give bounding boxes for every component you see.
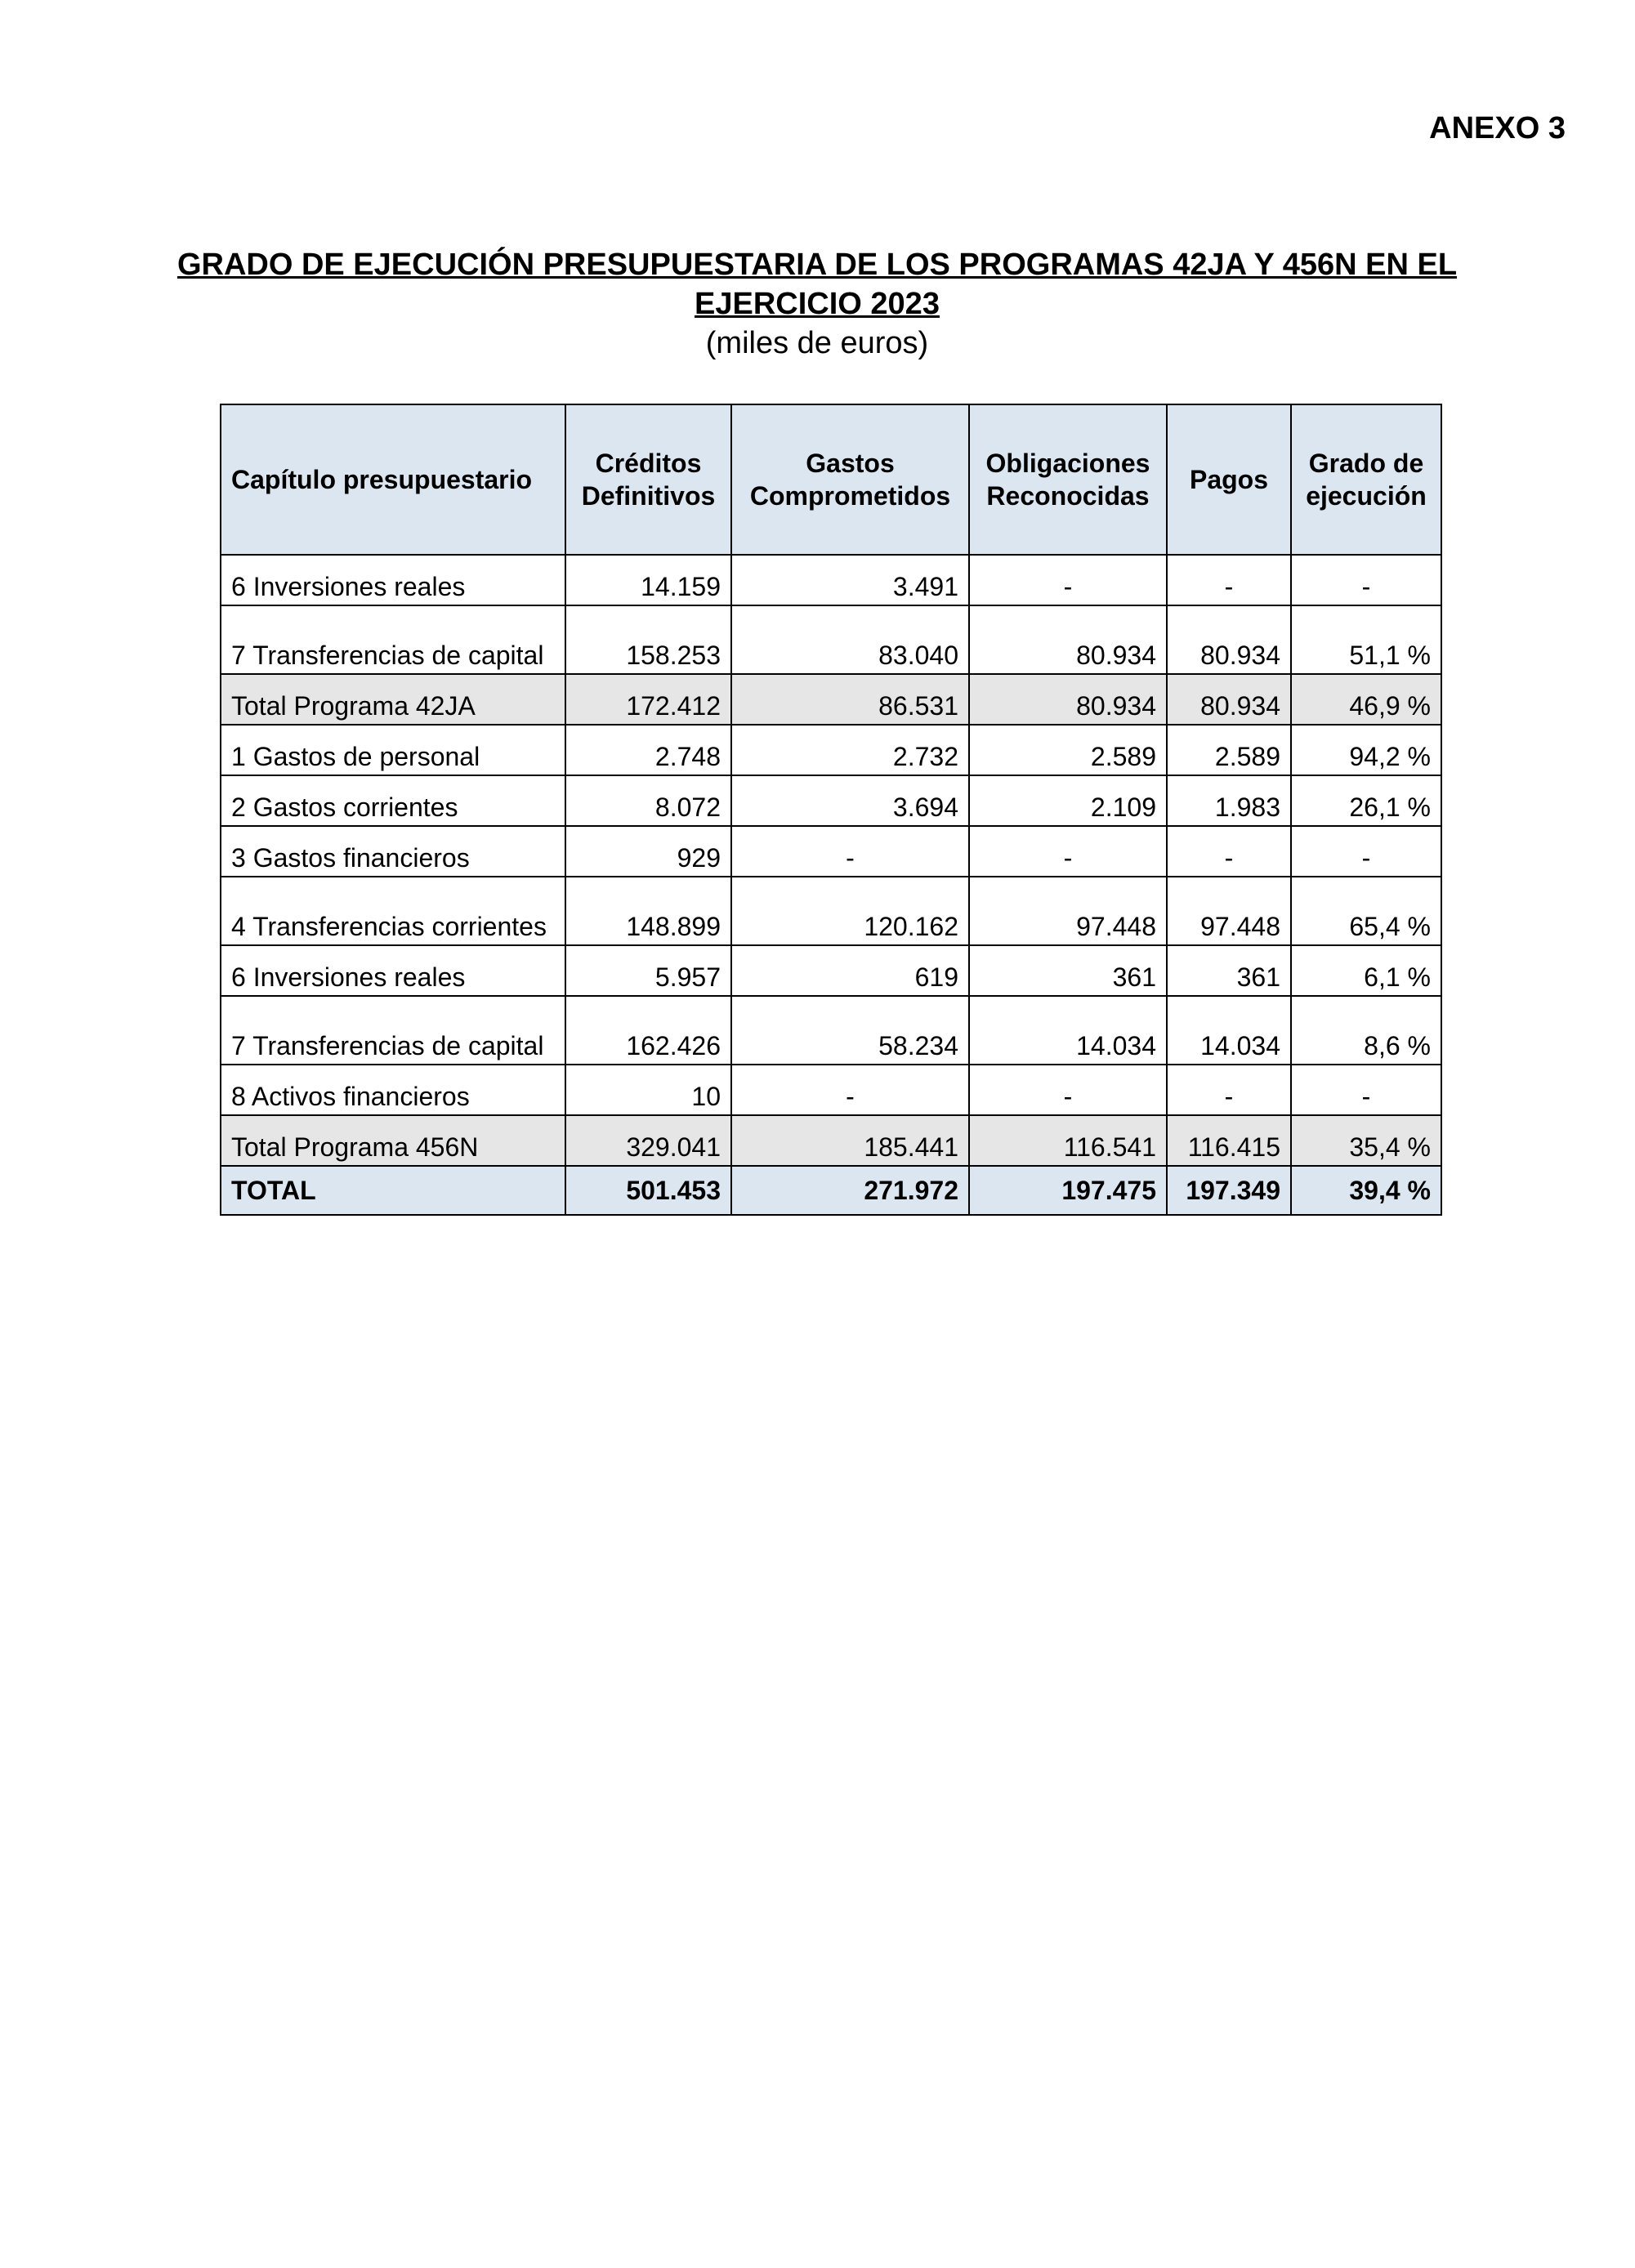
table-row [221, 877, 1441, 945]
cell-capitulo: 6 Inversiones reales [221, 555, 565, 605]
cell-obligaciones: - [969, 555, 1167, 605]
cell-grado: - [1291, 1065, 1441, 1115]
annex-label: ANEXO 3 [1429, 111, 1566, 145]
cell-pagos: - [1167, 826, 1291, 877]
cell-creditos: 5.957 [565, 945, 731, 996]
cell-creditos: 2.748 [565, 725, 731, 775]
cell-gastos: 185.441 [731, 1115, 969, 1166]
title-line-1: GRADO DE EJECUCIÓN PRESUPUESTARIA DE LOS PROGRAMAS 42JA Y 456N EN EL [176, 248, 1458, 282]
header-grado: Grado de ejecución [1291, 404, 1441, 555]
cell-grado: 51,1 % [1291, 605, 1441, 674]
header-capitulo: Capítulo presupuestario [221, 404, 565, 555]
cell-creditos: 501.453 [565, 1166, 731, 1215]
cell-capitulo: 8 Activos financieros [221, 1065, 565, 1115]
cell-capitulo: 7 Transferencias de capital [221, 605, 565, 674]
table-row [221, 996, 1441, 1065]
table-row [221, 945, 1441, 996]
cell-grado: 6,1 % [1291, 945, 1441, 996]
cell-capitulo: 1 Gastos de personal [221, 725, 565, 775]
cell-pagos: 80.934 [1167, 605, 1291, 674]
document-title [82, 245, 1552, 324]
cell-grado: - [1291, 826, 1441, 877]
header-creditos: Créditos Definitivos [565, 404, 731, 555]
cell-gastos: 86.531 [731, 674, 969, 725]
cell-creditos: 162.426 [565, 996, 731, 1065]
table-row [221, 725, 1441, 775]
cell-creditos: 329.041 [565, 1115, 731, 1166]
cell-capitulo: 2 Gastos corrientes [221, 775, 565, 826]
title-block [82, 245, 1552, 363]
cell-gastos: 619 [731, 945, 969, 996]
cell-grado: 26,1 % [1291, 775, 1441, 826]
cell-gastos: 3.694 [731, 775, 969, 826]
cell-pagos: 1.983 [1167, 775, 1291, 826]
table-row [221, 775, 1441, 826]
table-header-row [221, 404, 1441, 555]
table-row [221, 674, 1441, 725]
cell-capitulo: Total Programa 456N [221, 1115, 565, 1166]
table-body [221, 555, 1441, 1215]
cell-obligaciones: 116.541 [969, 1115, 1167, 1166]
table-row [221, 1115, 1441, 1166]
cell-pagos: 97.448 [1167, 877, 1291, 945]
table-row [221, 826, 1441, 877]
cell-capitulo: 3 Gastos financieros [221, 826, 565, 877]
cell-gastos: - [731, 1065, 969, 1115]
cell-creditos: 929 [565, 826, 731, 877]
cell-obligaciones: 97.448 [969, 877, 1167, 945]
cell-creditos: 8.072 [565, 775, 731, 826]
cell-gastos: 2.732 [731, 725, 969, 775]
cell-creditos: 10 [565, 1065, 731, 1115]
cell-creditos: 148.899 [565, 877, 731, 945]
cell-obligaciones: 197.475 [969, 1166, 1167, 1215]
cell-obligaciones: 2.109 [969, 775, 1167, 826]
table-row [221, 555, 1441, 605]
cell-gastos: 120.162 [731, 877, 969, 945]
title-line-2: EJERCICIO 2023 [695, 287, 940, 321]
cell-gastos: - [731, 826, 969, 877]
cell-gastos: 3.491 [731, 555, 969, 605]
header-gastos: Gastos Comprometidos [731, 404, 969, 555]
cell-grado: 8,6 % [1291, 996, 1441, 1065]
cell-grado: 65,4 % [1291, 877, 1441, 945]
cell-capitulo: TOTAL [221, 1166, 565, 1215]
table-row [221, 605, 1441, 674]
cell-grado: 35,4 % [1291, 1115, 1441, 1166]
cell-pagos: 2.589 [1167, 725, 1291, 775]
cell-capitulo: 4 Transferencias corrientes [221, 877, 565, 945]
cell-pagos: - [1167, 1065, 1291, 1115]
cell-creditos: 172.412 [565, 674, 731, 725]
cell-obligaciones: 361 [969, 945, 1167, 996]
cell-obligaciones: 2.589 [969, 725, 1167, 775]
cell-obligaciones: 80.934 [969, 605, 1167, 674]
cell-grado: 94,2 % [1291, 725, 1441, 775]
cell-creditos: 14.159 [565, 555, 731, 605]
cell-grado: 39,4 % [1291, 1166, 1441, 1215]
cell-gastos: 271.972 [731, 1166, 969, 1215]
header-obligaciones: Obligaciones Reconocidas [969, 404, 1167, 555]
cell-obligaciones: 80.934 [969, 674, 1167, 725]
cell-capitulo: 6 Inversiones reales [221, 945, 565, 996]
cell-pagos: 116.415 [1167, 1115, 1291, 1166]
cell-obligaciones: - [969, 826, 1167, 877]
cell-capitulo: Total Programa 42JA [221, 674, 565, 725]
cell-grado: - [1291, 555, 1441, 605]
cell-pagos: 80.934 [1167, 674, 1291, 725]
cell-gastos: 83.040 [731, 605, 969, 674]
units-note: (miles de euros) [705, 326, 929, 360]
cell-gastos: 58.234 [731, 996, 969, 1065]
cell-pagos: 14.034 [1167, 996, 1291, 1065]
table-row [221, 1166, 1441, 1215]
cell-obligaciones: 14.034 [969, 996, 1167, 1065]
cell-obligaciones: - [969, 1065, 1167, 1115]
cell-creditos: 158.253 [565, 605, 731, 674]
cell-pagos: 197.349 [1167, 1166, 1291, 1215]
cell-grado: 46,9 % [1291, 674, 1441, 725]
header-pagos: Pagos [1167, 404, 1291, 555]
cell-pagos: 361 [1167, 945, 1291, 996]
cell-pagos: - [1167, 555, 1291, 605]
table-row [221, 1065, 1441, 1115]
budget-execution-table [220, 404, 1442, 1216]
cell-capitulo: 7 Transferencias de capital [221, 996, 565, 1065]
